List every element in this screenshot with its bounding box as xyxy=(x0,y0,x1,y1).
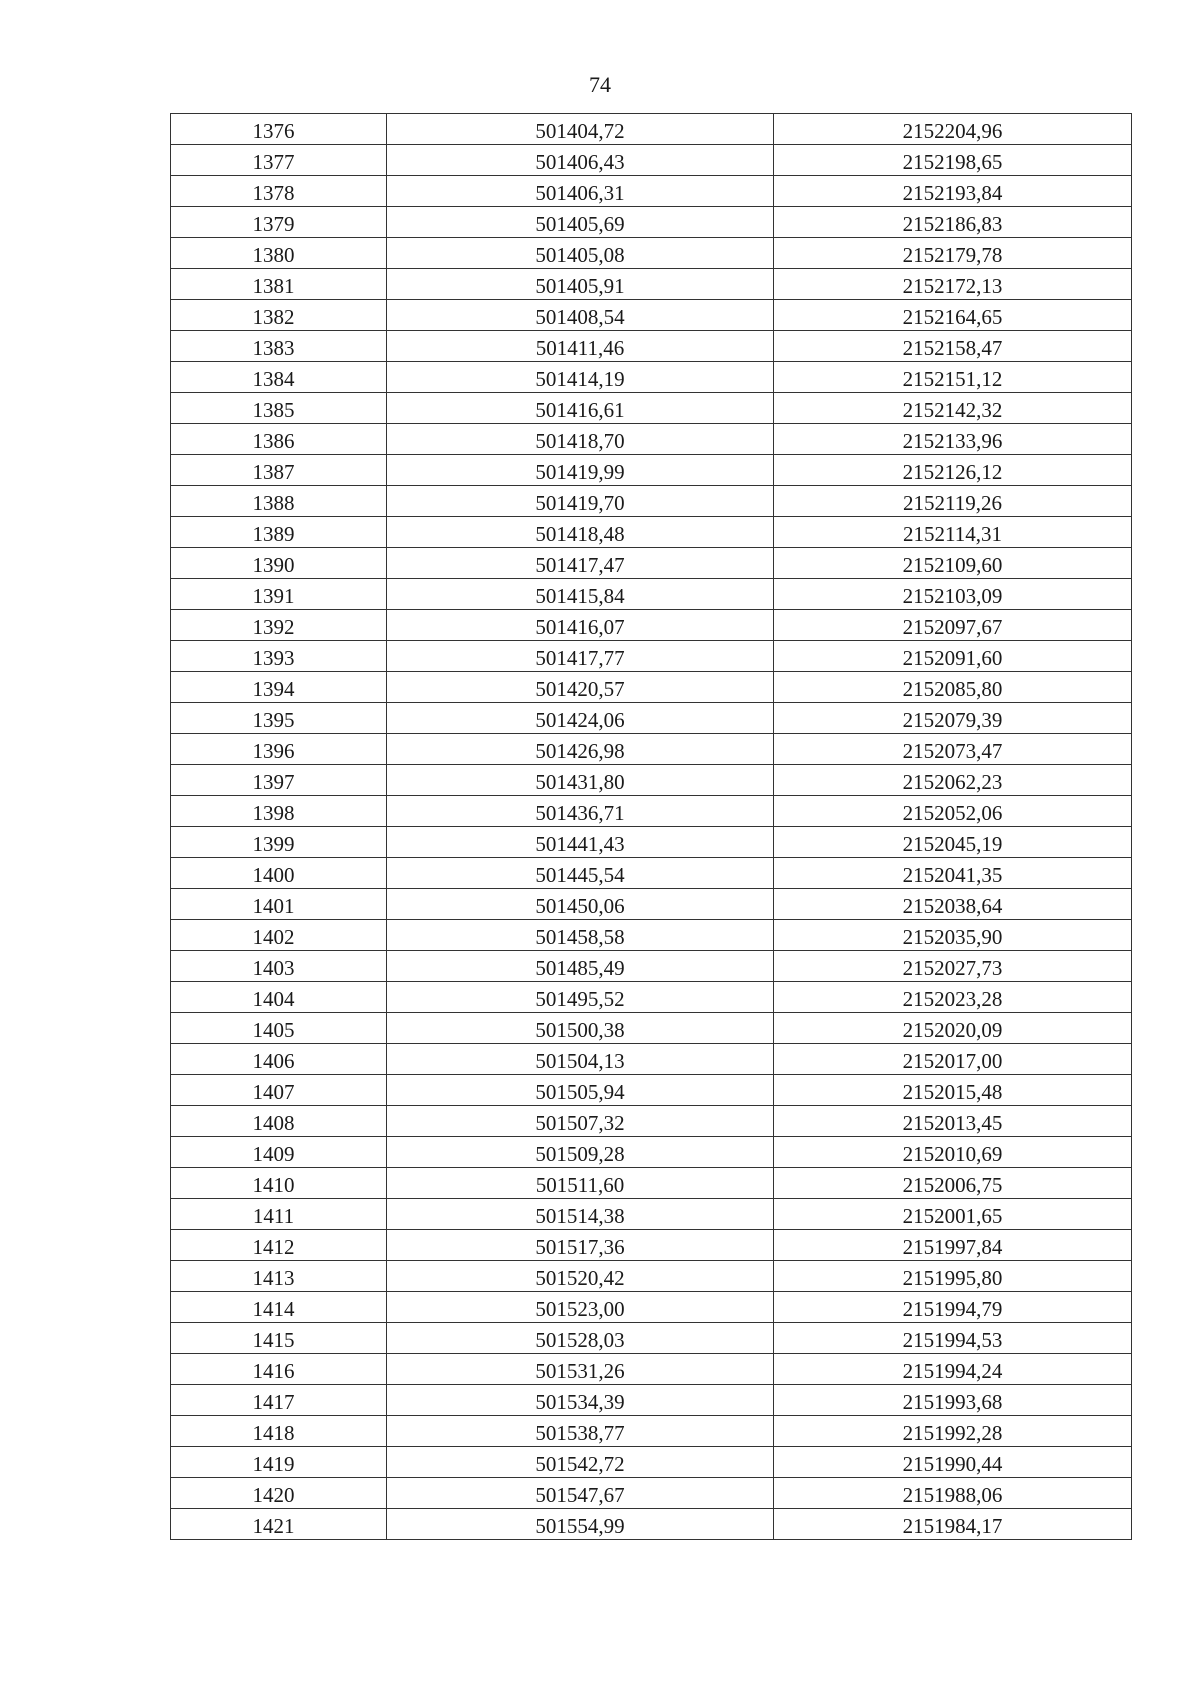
table-row xyxy=(171,1137,1132,1168)
table-row xyxy=(171,672,1132,703)
point-number-cell: 1418 xyxy=(171,1416,387,1447)
table-row xyxy=(171,1416,1132,1447)
y-coordinate-cell: 2152015,48 xyxy=(774,1075,1132,1106)
y-coordinate-cell: 2151988,06 xyxy=(774,1478,1132,1509)
x-coordinate-cell: 501528,03 xyxy=(387,1323,774,1354)
x-coordinate-cell: 501419,99 xyxy=(387,455,774,486)
table-row xyxy=(171,703,1132,734)
table-row xyxy=(171,145,1132,176)
x-coordinate-cell: 501418,48 xyxy=(387,517,774,548)
y-coordinate-cell: 2151995,80 xyxy=(774,1261,1132,1292)
table-row xyxy=(171,1230,1132,1261)
point-number-cell: 1382 xyxy=(171,300,387,331)
point-number-cell: 1387 xyxy=(171,455,387,486)
table-row xyxy=(171,331,1132,362)
x-coordinate-cell: 501458,58 xyxy=(387,920,774,951)
x-coordinate-cell: 501416,61 xyxy=(387,393,774,424)
point-number-cell: 1415 xyxy=(171,1323,387,1354)
y-coordinate-cell: 2152010,69 xyxy=(774,1137,1132,1168)
table-row xyxy=(171,1385,1132,1416)
point-number-cell: 1401 xyxy=(171,889,387,920)
table-row xyxy=(171,1323,1132,1354)
table-row xyxy=(171,362,1132,393)
x-coordinate-cell: 501450,06 xyxy=(387,889,774,920)
point-number-cell: 1417 xyxy=(171,1385,387,1416)
point-number-cell: 1395 xyxy=(171,703,387,734)
point-number-cell: 1402 xyxy=(171,920,387,951)
table-row xyxy=(171,424,1132,455)
x-coordinate-cell: 501414,19 xyxy=(387,362,774,393)
table-row xyxy=(171,1261,1132,1292)
y-coordinate-cell: 2152017,00 xyxy=(774,1044,1132,1075)
table-row xyxy=(171,1509,1132,1540)
table-row xyxy=(171,238,1132,269)
table-row xyxy=(171,1292,1132,1323)
y-coordinate-cell: 2152020,09 xyxy=(774,1013,1132,1044)
x-coordinate-cell: 501520,42 xyxy=(387,1261,774,1292)
table-row xyxy=(171,114,1132,145)
table-row xyxy=(171,1044,1132,1075)
point-number-cell: 1398 xyxy=(171,796,387,827)
coordinates-table xyxy=(170,113,1132,1540)
table-row xyxy=(171,796,1132,827)
point-number-cell: 1399 xyxy=(171,827,387,858)
x-coordinate-cell: 501406,43 xyxy=(387,145,774,176)
x-coordinate-cell: 501417,47 xyxy=(387,548,774,579)
x-coordinate-cell: 501420,57 xyxy=(387,672,774,703)
x-coordinate-cell: 501408,54 xyxy=(387,300,774,331)
y-coordinate-cell: 2152035,90 xyxy=(774,920,1132,951)
point-number-cell: 1406 xyxy=(171,1044,387,1075)
point-number-cell: 1380 xyxy=(171,238,387,269)
y-coordinate-cell: 2151994,24 xyxy=(774,1354,1132,1385)
point-number-cell: 1388 xyxy=(171,486,387,517)
y-coordinate-cell: 2152052,06 xyxy=(774,796,1132,827)
x-coordinate-cell: 501406,31 xyxy=(387,176,774,207)
y-coordinate-cell: 2152133,96 xyxy=(774,424,1132,455)
y-coordinate-cell: 2152001,65 xyxy=(774,1199,1132,1230)
point-number-cell: 1414 xyxy=(171,1292,387,1323)
x-coordinate-cell: 501426,98 xyxy=(387,734,774,765)
point-number-cell: 1383 xyxy=(171,331,387,362)
y-coordinate-cell: 2151997,84 xyxy=(774,1230,1132,1261)
table-row xyxy=(171,982,1132,1013)
y-coordinate-cell: 2151993,68 xyxy=(774,1385,1132,1416)
table-row xyxy=(171,486,1132,517)
point-number-cell: 1400 xyxy=(171,858,387,889)
point-number-cell: 1397 xyxy=(171,765,387,796)
table-row xyxy=(171,641,1132,672)
y-coordinate-cell: 2151990,44 xyxy=(774,1447,1132,1478)
x-coordinate-cell: 501431,80 xyxy=(387,765,774,796)
x-coordinate-cell: 501542,72 xyxy=(387,1447,774,1478)
point-number-cell: 1419 xyxy=(171,1447,387,1478)
x-coordinate-cell: 501418,70 xyxy=(387,424,774,455)
table-row xyxy=(171,548,1132,579)
point-number-cell: 1412 xyxy=(171,1230,387,1261)
x-coordinate-cell: 501424,06 xyxy=(387,703,774,734)
y-coordinate-cell: 2152151,12 xyxy=(774,362,1132,393)
point-number-cell: 1404 xyxy=(171,982,387,1013)
table-row xyxy=(171,610,1132,641)
y-coordinate-cell: 2152085,80 xyxy=(774,672,1132,703)
point-number-cell: 1407 xyxy=(171,1075,387,1106)
point-number-cell: 1408 xyxy=(171,1106,387,1137)
table-row xyxy=(171,1106,1132,1137)
x-coordinate-cell: 501500,38 xyxy=(387,1013,774,1044)
y-coordinate-cell: 2152119,26 xyxy=(774,486,1132,517)
y-coordinate-cell: 2152193,84 xyxy=(774,176,1132,207)
table-row xyxy=(171,207,1132,238)
table-row xyxy=(171,1447,1132,1478)
x-coordinate-cell: 501416,07 xyxy=(387,610,774,641)
y-coordinate-cell: 2152198,65 xyxy=(774,145,1132,176)
point-number-cell: 1390 xyxy=(171,548,387,579)
table-row xyxy=(171,765,1132,796)
y-coordinate-cell: 2152164,65 xyxy=(774,300,1132,331)
y-coordinate-cell: 2152045,19 xyxy=(774,827,1132,858)
table-row xyxy=(171,951,1132,982)
point-number-cell: 1416 xyxy=(171,1354,387,1385)
point-number-cell: 1389 xyxy=(171,517,387,548)
table-row xyxy=(171,889,1132,920)
point-number-cell: 1396 xyxy=(171,734,387,765)
table-row xyxy=(171,1478,1132,1509)
table-row xyxy=(171,920,1132,951)
point-number-cell: 1379 xyxy=(171,207,387,238)
x-coordinate-cell: 501517,36 xyxy=(387,1230,774,1261)
y-coordinate-cell: 2152062,23 xyxy=(774,765,1132,796)
table-row xyxy=(171,1354,1132,1385)
y-coordinate-cell: 2152013,45 xyxy=(774,1106,1132,1137)
point-number-cell: 1392 xyxy=(171,610,387,641)
table-row xyxy=(171,579,1132,610)
y-coordinate-cell: 2151994,79 xyxy=(774,1292,1132,1323)
y-coordinate-cell: 2151992,28 xyxy=(774,1416,1132,1447)
y-coordinate-cell: 2151984,17 xyxy=(774,1509,1132,1540)
y-coordinate-cell: 2152142,32 xyxy=(774,393,1132,424)
y-coordinate-cell: 2152103,09 xyxy=(774,579,1132,610)
x-coordinate-cell: 501547,67 xyxy=(387,1478,774,1509)
point-number-cell: 1413 xyxy=(171,1261,387,1292)
x-coordinate-cell: 501531,26 xyxy=(387,1354,774,1385)
point-number-cell: 1420 xyxy=(171,1478,387,1509)
table-row xyxy=(171,517,1132,548)
table-row xyxy=(171,393,1132,424)
x-coordinate-cell: 501511,60 xyxy=(387,1168,774,1199)
x-coordinate-cell: 501417,77 xyxy=(387,641,774,672)
x-coordinate-cell: 501505,94 xyxy=(387,1075,774,1106)
y-coordinate-cell: 2152186,83 xyxy=(774,207,1132,238)
point-number-cell: 1381 xyxy=(171,269,387,300)
y-coordinate-cell: 2152126,12 xyxy=(774,455,1132,486)
x-coordinate-cell: 501404,72 xyxy=(387,114,774,145)
x-coordinate-cell: 501507,32 xyxy=(387,1106,774,1137)
x-coordinate-cell: 501436,71 xyxy=(387,796,774,827)
point-number-cell: 1385 xyxy=(171,393,387,424)
x-coordinate-cell: 501405,08 xyxy=(387,238,774,269)
table-row xyxy=(171,827,1132,858)
table-row xyxy=(171,269,1132,300)
point-number-cell: 1410 xyxy=(171,1168,387,1199)
y-coordinate-cell: 2152109,60 xyxy=(774,548,1132,579)
x-coordinate-cell: 501523,00 xyxy=(387,1292,774,1323)
table-row xyxy=(171,734,1132,765)
table-row xyxy=(171,1199,1132,1230)
y-coordinate-cell: 2151994,53 xyxy=(774,1323,1132,1354)
x-coordinate-cell: 501411,46 xyxy=(387,331,774,362)
coordinates-table-body xyxy=(171,114,1132,1540)
x-coordinate-cell: 501419,70 xyxy=(387,486,774,517)
y-coordinate-cell: 2152038,64 xyxy=(774,889,1132,920)
point-number-cell: 1421 xyxy=(171,1509,387,1540)
point-number-cell: 1394 xyxy=(171,672,387,703)
x-coordinate-cell: 501554,99 xyxy=(387,1509,774,1540)
x-coordinate-cell: 501495,52 xyxy=(387,982,774,1013)
table-row xyxy=(171,1013,1132,1044)
point-number-cell: 1378 xyxy=(171,176,387,207)
point-number-cell: 1403 xyxy=(171,951,387,982)
y-coordinate-cell: 2152073,47 xyxy=(774,734,1132,765)
y-coordinate-cell: 2152172,13 xyxy=(774,269,1132,300)
x-coordinate-cell: 501509,28 xyxy=(387,1137,774,1168)
table-row xyxy=(171,455,1132,486)
point-number-cell: 1376 xyxy=(171,114,387,145)
point-number-cell: 1393 xyxy=(171,641,387,672)
point-number-cell: 1386 xyxy=(171,424,387,455)
x-coordinate-cell: 501504,13 xyxy=(387,1044,774,1075)
table-row xyxy=(171,300,1132,331)
table-row xyxy=(171,858,1132,889)
y-coordinate-cell: 2152027,73 xyxy=(774,951,1132,982)
y-coordinate-cell: 2152091,60 xyxy=(774,641,1132,672)
table-row xyxy=(171,1168,1132,1199)
y-coordinate-cell: 2152179,78 xyxy=(774,238,1132,269)
y-coordinate-cell: 2152114,31 xyxy=(774,517,1132,548)
y-coordinate-cell: 2152023,28 xyxy=(774,982,1132,1013)
x-coordinate-cell: 501534,39 xyxy=(387,1385,774,1416)
y-coordinate-cell: 2152006,75 xyxy=(774,1168,1132,1199)
table-row xyxy=(171,1075,1132,1106)
x-coordinate-cell: 501405,69 xyxy=(387,207,774,238)
x-coordinate-cell: 501415,84 xyxy=(387,579,774,610)
x-coordinate-cell: 501405,91 xyxy=(387,269,774,300)
table-row xyxy=(171,176,1132,207)
x-coordinate-cell: 501538,77 xyxy=(387,1416,774,1447)
x-coordinate-cell: 501514,38 xyxy=(387,1199,774,1230)
point-number-cell: 1391 xyxy=(171,579,387,610)
point-number-cell: 1411 xyxy=(171,1199,387,1230)
page-number: 74 xyxy=(589,72,611,97)
point-number-cell: 1377 xyxy=(171,145,387,176)
x-coordinate-cell: 501445,54 xyxy=(387,858,774,889)
y-coordinate-cell: 2152158,47 xyxy=(774,331,1132,362)
point-number-cell: 1384 xyxy=(171,362,387,393)
point-number-cell: 1405 xyxy=(171,1013,387,1044)
y-coordinate-cell: 2152097,67 xyxy=(774,610,1132,641)
y-coordinate-cell: 2152204,96 xyxy=(774,114,1132,145)
x-coordinate-cell: 501441,43 xyxy=(387,827,774,858)
point-number-cell: 1409 xyxy=(171,1137,387,1168)
y-coordinate-cell: 2152041,35 xyxy=(774,858,1132,889)
y-coordinate-cell: 2152079,39 xyxy=(774,703,1132,734)
x-coordinate-cell: 501485,49 xyxy=(387,951,774,982)
